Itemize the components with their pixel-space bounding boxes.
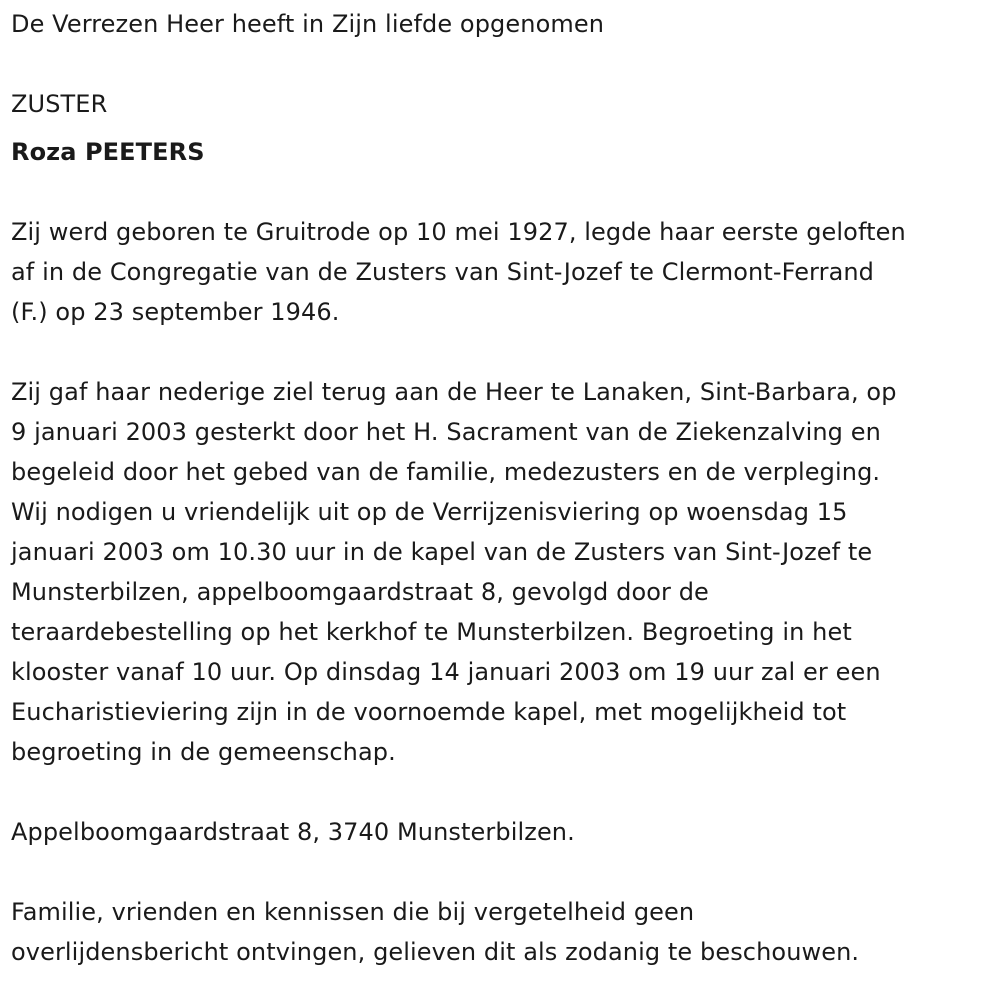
address-line: Appelboomgaardstraat 8, 3740 Munsterbilzen. [11,818,575,846]
paragraph-line: teraardebestelling op het kerkhof te Munsterbilzen. Begroeting in het [11,618,852,646]
paragraph-line: begeleid door het gebed van de familie, medezusters en de verpleging. [11,458,881,486]
paragraph-line: Eucharistieviering zijn in de voornoemde kapel, met mogelijkheid tot [11,698,847,726]
obituary-document [11,4,991,972]
spacer [11,44,991,84]
paragraph-line: klooster vanaf 10 uur. Op dinsdag 14 januari 2003 om 19 uur zal er een [11,658,881,686]
deceased-name: Roza PEETERS [11,138,205,166]
paragraph-line: af in de Congregatie van de Zusters van Sint-Jozef te Clermont-Ferrand [11,258,875,286]
paragraph-line: Munsterbilzen, appelboomgaardstraat 8, gevolgd door de [11,578,709,606]
spacer [11,852,991,892]
paragraph-line: overlijdensbericht ontvingen, gelieven dit als zodanig te beschouwen. [11,938,860,966]
intro-line: De Verrezen Heer heeft in Zijn liefde opgenomen [11,10,605,38]
paragraph-line: Wij nodigen u vriendelijk uit op de Verrijzenisviering op woensdag 15 [11,498,848,526]
death-paragraph [11,372,991,772]
paragraph-line: Zij gaf haar nederige ziel terug aan de Heer te Lanaken, Sint-Barbara, op [11,378,897,406]
paragraph-line: Zij werd geboren te Gruitrode op 10 mei 1927, legde haar eerste geloften [11,218,906,246]
closing-paragraph [11,892,991,972]
paragraph-line: 9 januari 2003 gesterkt door het H. Sacrament van de Ziekenzalving en [11,418,881,446]
paragraph-line: januari 2003 om 10.30 uur in de kapel van de Zusters van Sint-Jozef te [11,538,873,566]
spacer [11,172,991,212]
paragraph-line: (F.) op 23 september 1946. [11,298,340,326]
birth-paragraph [11,212,991,332]
paragraph-line: begroeting in de gemeenschap. [11,738,396,766]
spacer [11,772,991,812]
spacer [11,124,991,132]
paragraph-line: Familie, vrienden en kennissen die bij vergetelheid geen [11,898,695,926]
title-line: ZUSTER [11,90,108,118]
spacer [11,332,991,372]
